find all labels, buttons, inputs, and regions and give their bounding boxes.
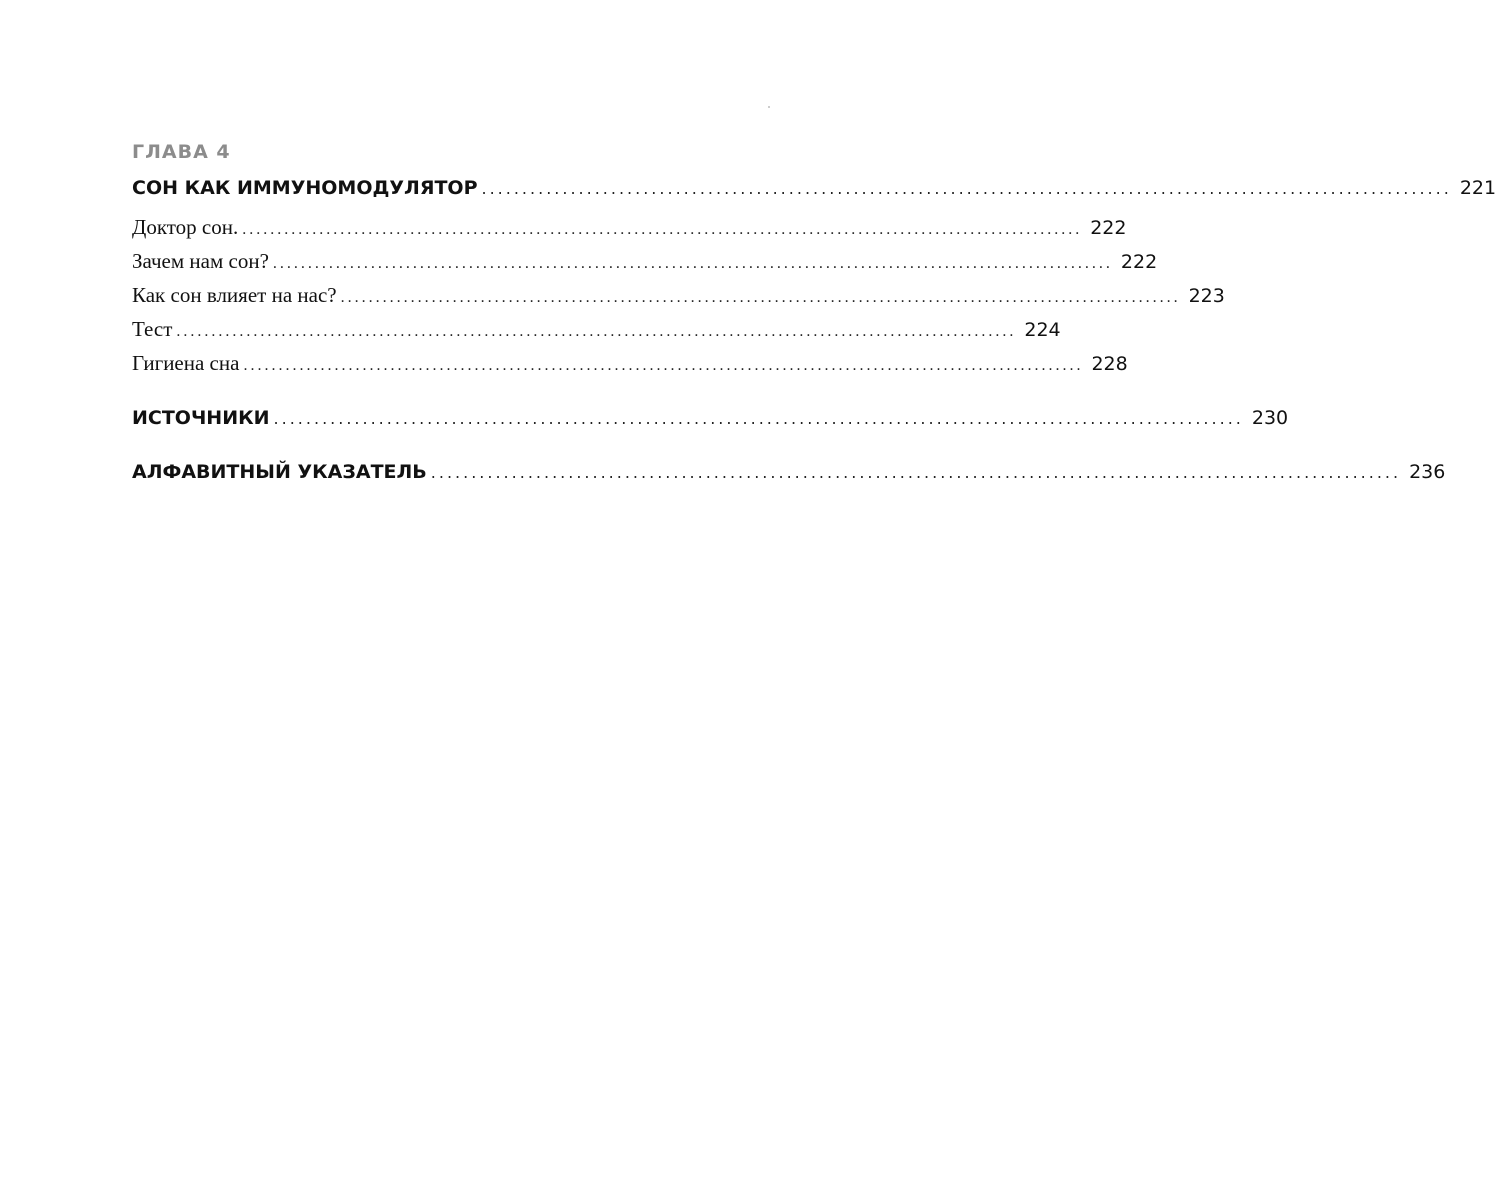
toc-entry-chapter-title [132,172,1496,204]
entry-page-number: 236 [1409,461,1446,483]
dot-leader: ........................................................................................................................ [430,463,1402,482]
entry-page-number: 221 [1459,177,1496,199]
dot-leader: ........................................................................................................................ [242,221,1083,238]
dot-leader: ........................................................................................................................ [481,179,1452,198]
entry-page-number: 224 [1024,319,1061,341]
dot-leader: ........................................................................................................................ [340,289,1181,306]
dot-leader: ........................................................................................................................ [243,357,1084,374]
entry-page-number: 228 [1091,353,1128,375]
toc-entry-index [132,456,1446,488]
toc-entry-sources [132,402,1289,434]
entry-title: Гигиена сна [132,351,240,375]
entry-title: АЛФАВИТНЫЙ УКАЗАТЕЛЬ [132,461,427,483]
chapter-label: ГЛАВА 4 [132,141,231,163]
entry-title: Как сон влияет на нас? [132,283,337,307]
entry-title: ИСТОЧНИКИ [132,407,270,429]
entry-title: Доктор сон. [132,215,239,239]
entry-page-number: 223 [1188,285,1225,307]
page-corner-mark [768,106,770,108]
entry-page-number: 222 [1120,251,1158,273]
entry-page-number: 222 [1090,217,1127,239]
entry-title: СОН КАК ИММУНОМОДУЛЯТОР [132,177,478,199]
toc-entry-subsection [132,346,1128,380]
toc-entry-subsection [132,210,1127,244]
toc-entry-subsection [132,244,1158,278]
dot-leader: ........................................................................................................................ [273,409,1244,428]
dot-leader: ........................................................................................................................ [272,255,1113,272]
toc-entry-subsection [132,278,1225,312]
entry-title: Зачем нам сон? [132,249,269,273]
table-of-contents [132,140,1496,488]
entry-title: Тест [132,317,173,341]
dot-leader: ........................................................................................................................ [176,323,1017,340]
toc-entry-subsection [132,312,1061,346]
entry-page-number: 230 [1251,407,1289,429]
